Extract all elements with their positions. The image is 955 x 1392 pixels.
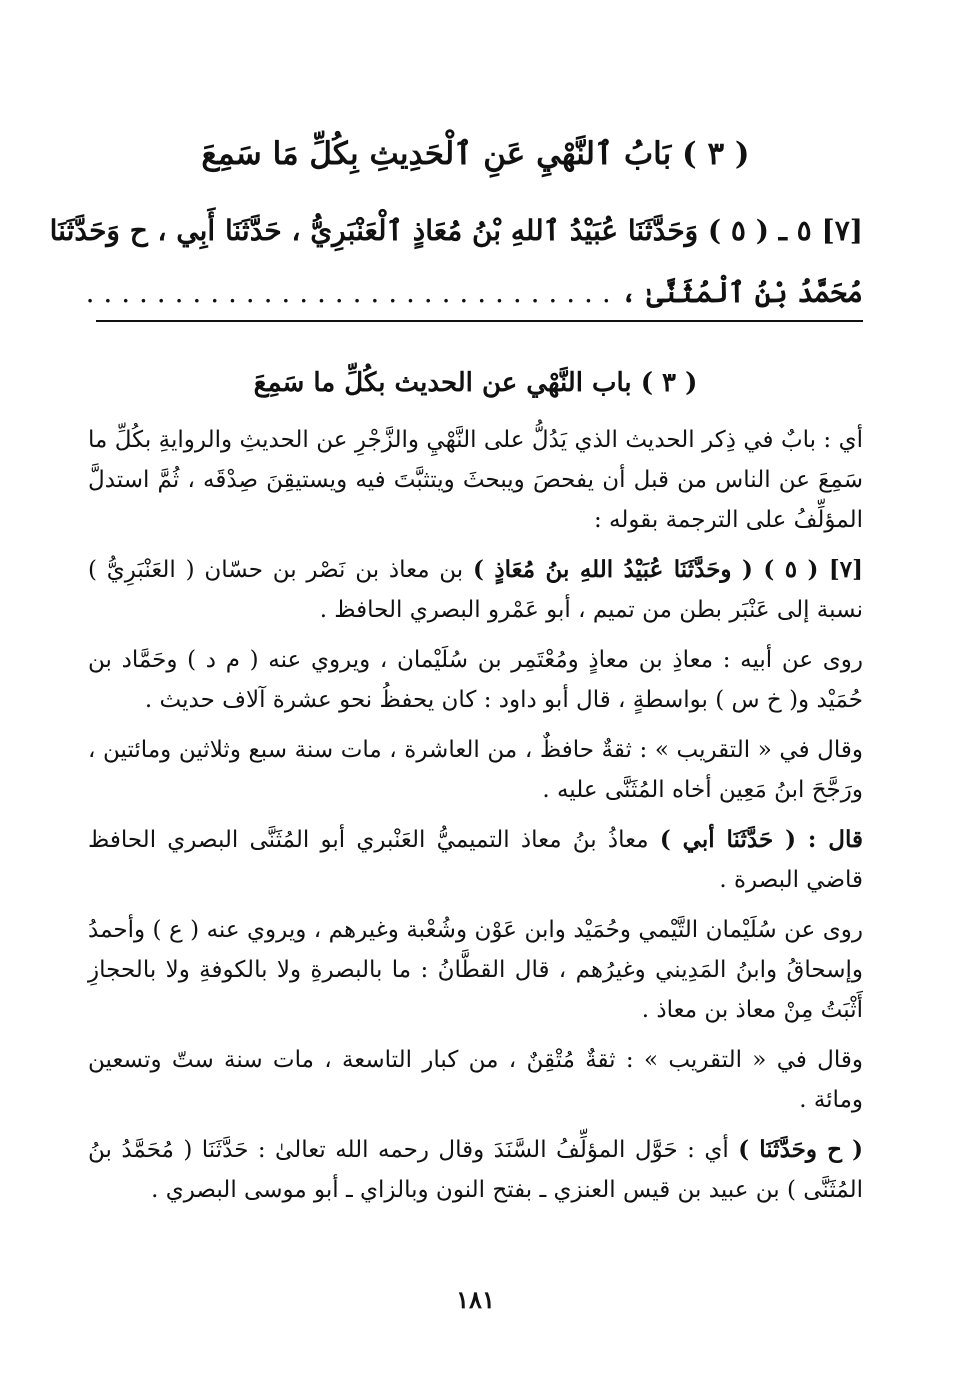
paragraph xyxy=(88,820,863,900)
paragraph xyxy=(88,550,863,630)
paragraph-text: أي : حَوَّل المؤلِّفُ السَّنَدَ وقال رحمه الله تعالىٰ : حَدَّثَنَا ( مُحَمَّدُ بنُ المُثَنَّى ) بن عبيد بن قيس العنزي ـ بفتح النون وبالزاي ـ أبو موسى البصري . xyxy=(88,1137,863,1203)
paragraph xyxy=(88,910,863,1030)
hadith-text xyxy=(49,200,863,324)
paragraph xyxy=(88,420,863,540)
paragraph xyxy=(88,640,863,720)
commentary-title: ( ٣ ) باب النَّهْي عن الحديث بكُلِّ ما سَمِعَ xyxy=(253,368,698,398)
paragraph-text: روى عن أبيه : معاذِ بن معاذٍ ومُعْتَمِر بن سُلَيْمان ، ويروي عنه ( م د ) وحَمَّاد بن حُمَيْد و( خ س ) بواسطةٍ ، قال أبو داود : كان يحفظُ نحو عشرة آلاف حديث . xyxy=(88,647,863,713)
paragraph xyxy=(88,1130,863,1210)
book-page xyxy=(49,0,864,1392)
paragraph-lead: قال : ( حَدَّثَنَا أبي ) xyxy=(659,826,864,853)
commentary-body xyxy=(88,420,863,1220)
paragraph-text: روى عن سُلَيْمان التَّيْمي وحُمَيْد وابن عَوْن وشُعْبة وغيرهم ، ويروي عنه ( ع ) وأحمدُ وإسحاقُ وابنُ المَدِيني وغيرُهم ، قال القطَّانُ : ما بالبصرةِ ولا بالكوفةِ ولا بالحجازِ أَثْبَتُ مِنْ معاذ بن معاذ . xyxy=(88,917,863,1023)
paragraph-text: وقال في « التقريب » : ثقةٌ مُتْقِنٌ ، من كبار التاسعة ، مات سنة ستّ وتسعين ومائة . xyxy=(88,1047,863,1113)
paragraph xyxy=(88,1040,863,1120)
paragraph xyxy=(88,730,863,810)
paragraph-text: أي : بابٌ في ذِكر الحديث الذي يَدُلُّ على النَّهْيِ والزَّجْرِ عن الحديثِ والروايةِ بكُلِّ ما سَمِعَ عن الناس من قبل أن يفحصَ ويبحثَ ويتثبَّتَ فيه ويستيقِنَ صِدْقَه ، ثُمَّ استدلَّ المؤلِّفُ على الترجمة بقوله : xyxy=(88,427,863,533)
hadith-line-2 xyxy=(85,262,863,324)
paragraph-lead: [٧] ( ٥ ) ( وحَدَّثَنَا عُبَيْدُ اللهِ بنُ مُعَاذٍ ) xyxy=(473,556,864,583)
page-number: ١٨١ xyxy=(456,1285,495,1314)
chapter-title: ( ٣ ) بَابُ ٱلنَّهْيِ عَنِ ٱلْحَدِيثِ بِكُلِّ مَا سَمِعَ xyxy=(201,136,750,172)
paragraph-text: وقال في « التقريب » : ثقةٌ حافظٌ ، من العاشرة ، مات سنة سبع وثلاثين ومائتين ، ورَجَّحَ ابنُ مَعِين أخاه المُثَنَّى عليه . xyxy=(88,737,863,803)
hadith-narrator: مُحَمَّدُ بْنُ ٱلْمُثَنَّىٰ ، xyxy=(620,276,863,309)
separator-line xyxy=(96,320,863,322)
hadith-line-1: [٧] ٥ ـ ( ٥ ) وَحَدَّثَنَا عُبَيْدُ ٱللهِ بْنُ مُعَاذٍ ٱلْعَنْبَرِيُّ ، حَدَّثَنَا أَبِي ، ح وَحَدَّثَنَا xyxy=(49,214,863,247)
paragraph-lead: ( ح وحَدَّثَنَا ) xyxy=(738,1136,863,1163)
paragraph-text: معاذُ بنُ معاذ التميميُّ العَنْبري أبو المُثَنَّى البصري الحافظ قاضي البصرة . xyxy=(88,827,863,893)
ellipsis-dots: . . . . . . . . . . . . . . . . . . . . . . . . . . . . . . xyxy=(85,276,611,309)
paragraph-text: بن معاذ بن نَصْر بن حسّان ( العَنْبَرِيُّ ) نسبة إلى عَنْبَر بطن من تميم ، أبو عَمْرو البصري الحافظ . xyxy=(88,557,863,623)
